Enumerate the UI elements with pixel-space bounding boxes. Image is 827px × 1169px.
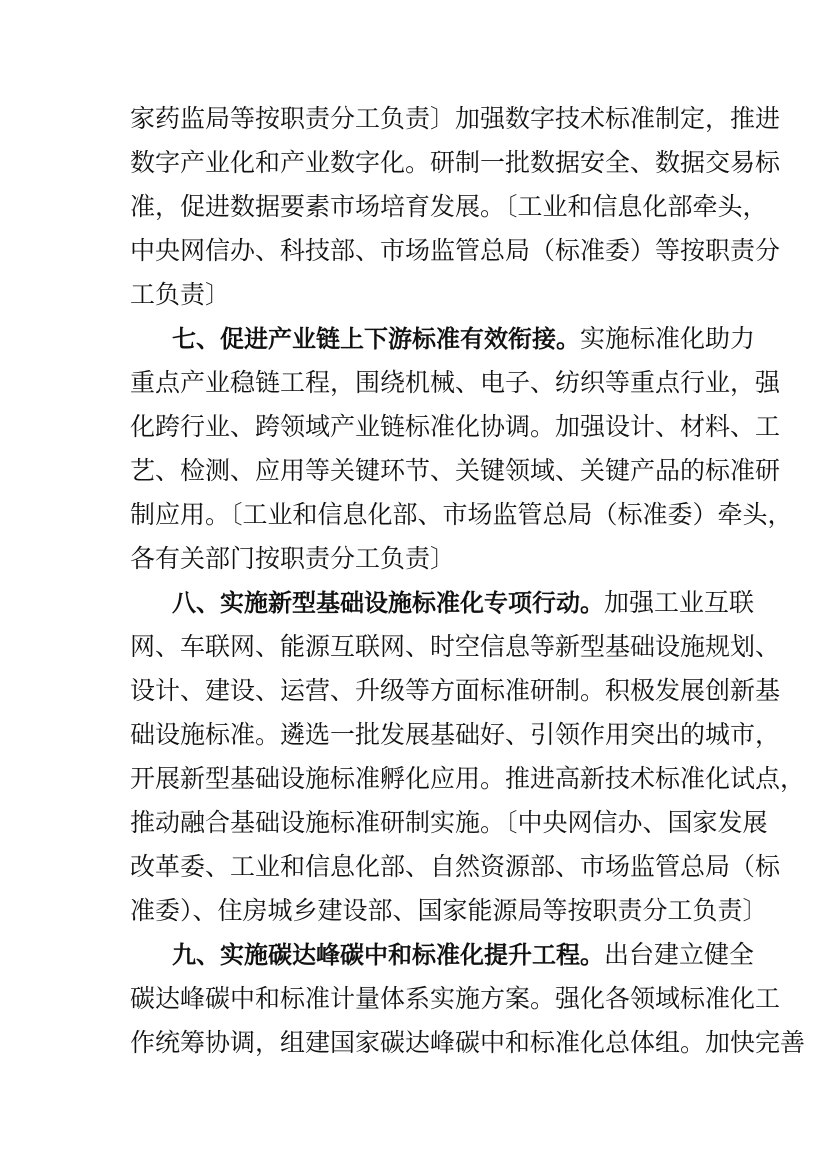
line-text: 中央网信办、科技部、市场监管总局（标准委）等按职责分 — [130, 236, 781, 265]
line-text: 艺、检测、应用等关键环节、关键领域、关键产品的标准研 — [130, 456, 781, 485]
text-line — [130, 720, 780, 750]
section-8-first-line — [172, 588, 754, 618]
section-9-heading: 九、实施碳达峰碳中和标准化提升工程。 — [172, 941, 604, 969]
text-line — [130, 896, 768, 926]
line-text: 网、车联网、能源互联网、时空信息等新型基础设施规划、 — [130, 632, 781, 661]
text-line — [130, 852, 780, 882]
section-7-first-line — [172, 324, 755, 354]
text-line — [130, 148, 780, 178]
line-text: 作统筹协调，组建国家碳达峰碳中和标准化总体组。加快完善 — [130, 1028, 806, 1057]
line-text: 推动融合基础设施标准研制实施。〔中央网信办、国家发展 — [130, 808, 768, 837]
text-line — [130, 544, 455, 574]
line-text: 实施标准化助力 — [580, 324, 756, 353]
line-text: 设计、建设、运营、升级等方面标准研制。积极发展创新基 — [130, 676, 781, 705]
text-line — [130, 280, 230, 310]
text-line — [130, 368, 780, 398]
line-text: 碳达峰碳中和标准计量体系实施方案。强化各领域标准化工 — [130, 984, 781, 1013]
line-text: 础设施标准。遴选一批发展基础好、引领作用突出的城市， — [130, 720, 781, 749]
text-line — [130, 632, 780, 662]
line-text: 家药监局等按职责分工负责〕加强数字技术标准制定，推进 — [130, 104, 781, 133]
text-line — [130, 412, 780, 442]
text-line — [130, 764, 805, 794]
line-text: 加强工业互联 — [604, 588, 755, 617]
line-text: 开展新型基础设施标准孵化应用。推进高新技术标准化试点， — [130, 764, 806, 793]
section-7-heading: 七、促进产业链上下游标准有效衔接。 — [172, 325, 580, 353]
section-8-heading: 八、实施新型基础设施标准化专项行动。 — [172, 589, 604, 617]
text-line — [130, 808, 768, 838]
line-text: 准，促进数据要素市场培育发展。〔工业和信息化部牵头， — [130, 192, 768, 221]
text-line — [130, 456, 780, 486]
text-line — [130, 1028, 805, 1058]
line-text: 出台建立健全 — [604, 940, 755, 969]
line-text: 各有关部门按职责分工负责〕 — [130, 544, 456, 573]
text-line — [130, 984, 780, 1014]
text-line — [130, 500, 793, 530]
line-text: 改革委、工业和信息化部、自然资源部、市场监管总局（标 — [130, 852, 781, 881]
line-text: 重点产业稳链工程，围绕机械、电子、纺织等重点行业，强 — [130, 368, 781, 397]
line-text: 准委）、住房城乡建设部、国家能源局等按职责分工负责〕 — [130, 896, 768, 925]
section-9-first-line — [172, 940, 754, 970]
text-line — [130, 104, 780, 134]
text-line — [130, 192, 768, 222]
line-text: 化跨行业、跨领域产业链标准化协调。加强设计、材料、工 — [130, 412, 781, 441]
text-line — [130, 676, 780, 706]
line-text: 制应用。〔工业和信息化部、市场监管总局（标准委）牵头， — [130, 500, 793, 529]
line-text: 数字产业化和产业数字化。研制一批数据安全、数据交易标 — [130, 148, 781, 177]
text-line — [130, 236, 780, 266]
line-text: 工负责〕 — [130, 280, 231, 309]
